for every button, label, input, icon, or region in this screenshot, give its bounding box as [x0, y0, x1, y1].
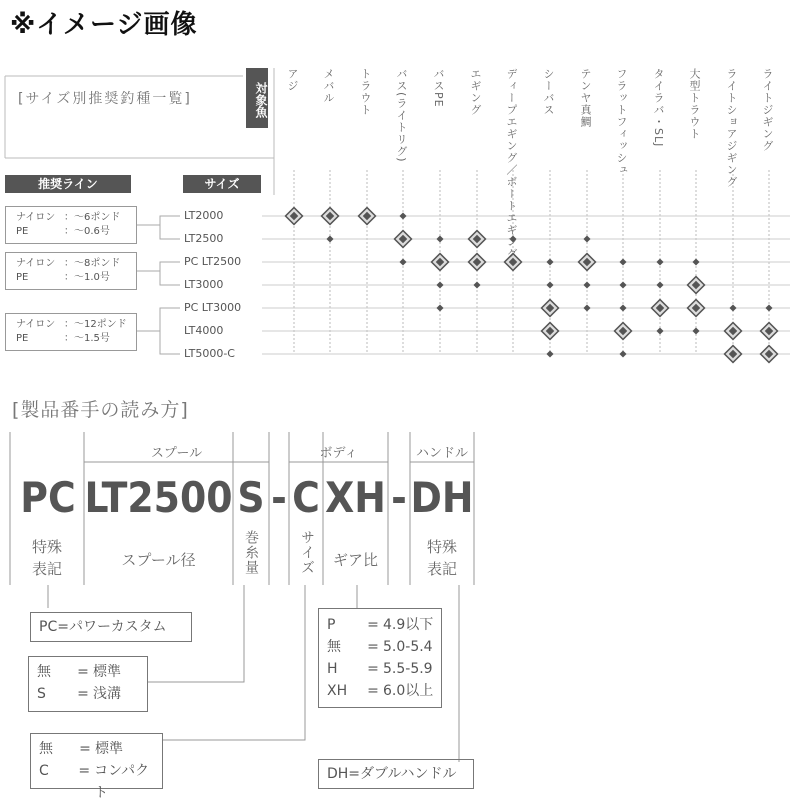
spool-group-label: スプール: [150, 446, 203, 461]
code-winding: S: [237, 473, 265, 522]
size-chart-title: [サイズ別推奨釣種一覧]: [18, 91, 192, 107]
winding-amount-label: 巻糸量: [243, 530, 259, 575]
species-label: エギング: [469, 68, 482, 116]
species-label: タイラバ・SLJ: [652, 68, 665, 148]
small-diamond-marker: [583, 281, 590, 288]
special-notation-label: [10, 536, 84, 580]
legend-key: H: [327, 661, 338, 677]
small-diamond-marker: [436, 235, 443, 242]
body-group-label: ボディ: [319, 446, 358, 461]
legend-eq: =: [77, 686, 89, 702]
legend-value: 浅溝: [93, 686, 121, 702]
legend-row: [327, 658, 441, 680]
legend-key: P: [327, 617, 336, 633]
legend-spool: [28, 656, 148, 712]
nylon-value: ：～12ポンド: [64, 319, 127, 330]
line-bracket: [160, 216, 180, 239]
legend-pc: [30, 612, 192, 642]
small-diamond-marker: [656, 327, 663, 334]
small-diamond-marker: [692, 327, 699, 334]
recommended-line-header: 推奨ライン: [5, 175, 131, 193]
code-pc: PC: [20, 473, 76, 522]
legend-value: 標準: [93, 664, 121, 680]
line-spec-box: [5, 252, 137, 290]
model-reading-title: [製品番手の読み方]: [12, 399, 189, 421]
legend-row: [327, 636, 441, 658]
legend-eq: =: [367, 661, 379, 677]
species-label: テンヤ真鯛: [579, 68, 592, 128]
code-spool-size: LT2500: [84, 473, 233, 522]
small-diamond-marker: [656, 281, 663, 288]
legend-row: [39, 738, 162, 760]
legend-eq: =: [367, 617, 379, 633]
legend-value: 標準: [95, 741, 123, 757]
size-label: PC LT2500: [184, 255, 242, 268]
small-diamond-marker: [619, 258, 626, 265]
small-diamond-marker: [546, 350, 553, 357]
legend-value: 5.0-5.4: [383, 639, 433, 655]
pe-value: ：～1.0号: [64, 272, 110, 283]
species-label: ライトジギング: [761, 68, 774, 152]
nylon-label: ナイロン: [16, 212, 56, 223]
pe-value: ：～1.5号: [64, 333, 110, 344]
small-diamond-marker: [619, 304, 626, 311]
legend-eq: =: [78, 763, 91, 779]
legend-key: 無: [37, 664, 51, 680]
small-diamond-marker: [583, 304, 590, 311]
gear-ratio-label: ギア比: [332, 551, 378, 569]
small-diamond-marker: [473, 281, 480, 288]
small-diamond-marker: [436, 304, 443, 311]
species-label: バス(ライトリグ): [395, 68, 408, 163]
legend-gear: [318, 608, 442, 708]
small-diamond-marker: [729, 304, 736, 311]
small-diamond-marker: [326, 235, 333, 242]
species-label: ライトショアジギング: [725, 68, 738, 188]
small-diamond-marker: [399, 258, 406, 265]
special-notation-label-2: [410, 536, 474, 580]
legend-row: [327, 680, 441, 702]
code-body-size: C: [292, 473, 320, 522]
legend-row: [39, 760, 162, 804]
small-diamond-marker: [436, 281, 443, 288]
line-bracket: [160, 308, 180, 354]
legend-value: 4.9以下: [383, 617, 434, 633]
species-label: バスPE: [432, 68, 445, 108]
small-diamond-marker: [692, 258, 699, 265]
small-diamond-marker: [619, 350, 626, 357]
nylon-label: ナイロン: [16, 258, 56, 269]
small-diamond-marker: [399, 212, 406, 219]
image-note: ※イメージ画像: [10, 10, 198, 40]
legend-value: コンパクト: [94, 763, 150, 801]
size-label: LT2000: [184, 209, 224, 222]
code-handle: DH: [410, 473, 474, 522]
line-spec-box: [5, 206, 137, 244]
small-diamond-marker: [546, 281, 553, 288]
size-label: LT3000: [184, 278, 224, 291]
legend-row: [327, 614, 441, 636]
species-label: トラウト: [359, 68, 372, 116]
size-label: LT4000: [184, 324, 224, 337]
legend-dh: [318, 759, 474, 789]
legend-value: 6.0以上: [383, 683, 434, 699]
legend-key: 無: [327, 639, 341, 655]
connector-body: [163, 585, 305, 740]
legend-key: S: [37, 686, 46, 702]
species-label: ディープエギング／ボートエギング: [505, 68, 518, 260]
code-hyphen: -: [271, 473, 287, 522]
body-size-label: サイズ: [299, 530, 315, 575]
legend-value: 5.5-5.9: [383, 661, 433, 677]
special2-line2: 表記: [426, 560, 457, 578]
legend-key: C: [39, 763, 49, 779]
legend-body: [30, 733, 163, 801]
code-hyphen: -: [391, 473, 407, 522]
legend-eq: =: [77, 664, 89, 680]
legend-pc-text: PC=パワーカスタム: [39, 619, 167, 635]
legend-row: [37, 661, 147, 683]
legend-key: 無: [39, 741, 53, 757]
species-label: 大型トラウト: [688, 68, 701, 140]
nylon-value: ：～8ポンド: [64, 258, 121, 269]
species-label: アジ: [286, 68, 299, 92]
special-line2: 表記: [31, 560, 62, 578]
spool-diameter-label: スプール径: [121, 551, 196, 569]
small-diamond-marker: [583, 235, 590, 242]
small-diamond-marker: [619, 281, 626, 288]
species-label: メバル: [322, 68, 335, 104]
legend-dh-text: DH=ダブルハンドル: [327, 766, 457, 782]
size-label: PC LT3000: [184, 301, 242, 314]
legend-eq: =: [367, 683, 379, 699]
size-label: LT5000-C: [184, 347, 235, 360]
legend-key: XH: [327, 683, 348, 699]
size-header: サイズ: [183, 175, 261, 193]
pe-label: PE: [16, 226, 29, 237]
nylon-label: ナイロン: [16, 319, 56, 330]
legend-eq: =: [367, 639, 379, 655]
size-label: LT2500: [184, 232, 224, 245]
pe-label: PE: [16, 333, 29, 344]
special-line1: 特殊: [31, 538, 62, 556]
target-fish-label: 対象魚: [246, 68, 268, 128]
legend-row: [37, 683, 147, 705]
pe-label: PE: [16, 272, 29, 283]
small-diamond-marker: [656, 258, 663, 265]
small-diamond-marker: [765, 304, 772, 311]
special2-line1: 特殊: [426, 538, 457, 556]
nylon-value: ：～6ポンド: [64, 212, 121, 223]
species-label: フラットフィッシュ: [615, 68, 628, 176]
small-diamond-marker: [546, 258, 553, 265]
code-gear: XH: [325, 473, 386, 522]
handle-group-label: ハンドル: [415, 446, 468, 461]
pe-value: ：～0.6号: [64, 226, 110, 237]
line-spec-box: [5, 313, 137, 351]
line-bracket: [160, 262, 180, 285]
legend-eq: =: [79, 741, 91, 757]
species-label: シーバス: [542, 68, 555, 116]
